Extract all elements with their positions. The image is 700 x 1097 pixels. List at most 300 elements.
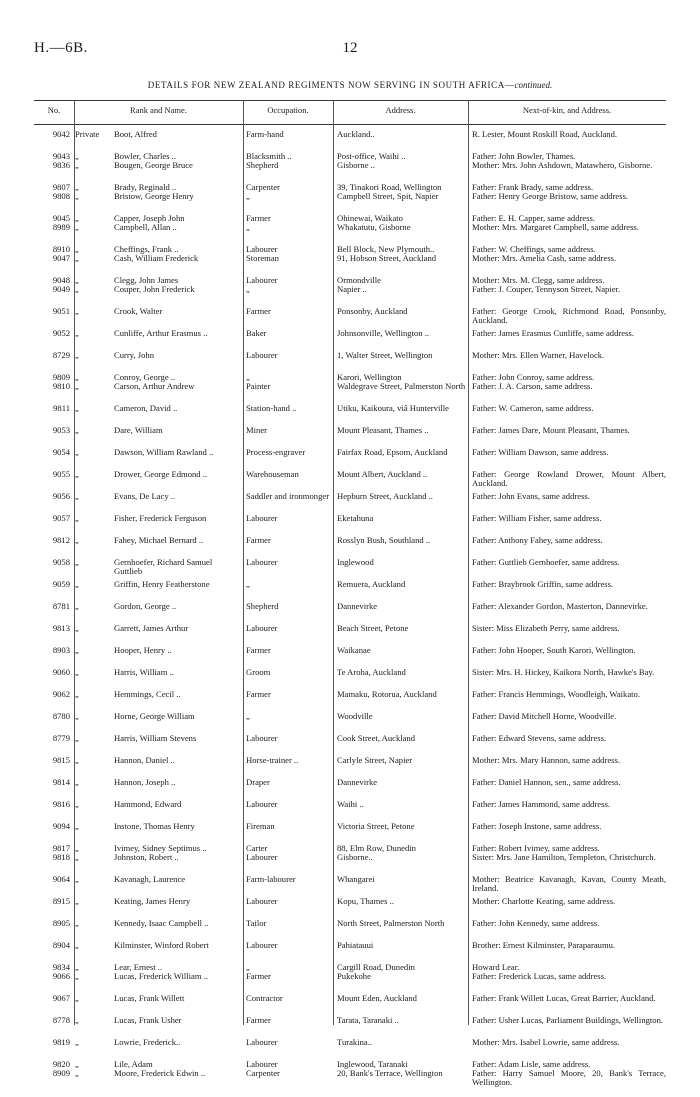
soldier-name: Kavanagh, Laurence: [114, 875, 186, 884]
address: Hepburn Street, Auckland ..: [337, 492, 433, 501]
next-of-kin: Father: W. Cheffings, same address.: [472, 244, 596, 254]
soldier-number: 9060: [52, 667, 70, 677]
table-row: [34, 1038, 666, 1060]
soldier-number: 9064: [52, 874, 70, 884]
next-of-kin: Father: Guttlieb Gernhoefer, same address.: [472, 557, 620, 567]
occupation: Groom: [246, 668, 271, 677]
next-of-kin: Father: James Erasmus Cunliffe, same address.: [472, 328, 634, 338]
table-row: [34, 580, 666, 602]
table-row: [34, 800, 666, 822]
address: Waihi ..: [337, 800, 364, 809]
soldier-name: Cunliffe, Arthur Erasmus ..: [114, 329, 208, 338]
soldier-name: Cheffings, Frank ..: [114, 245, 179, 254]
rank: „: [75, 755, 79, 765]
occupation: Baker: [246, 329, 267, 338]
soldier-number: 8780: [52, 711, 70, 721]
soldier-number: 8779: [52, 733, 70, 743]
rank: „: [75, 381, 79, 391]
address: Carlyle Street, Napier: [337, 756, 413, 765]
soldier-name: Clegg, John James: [114, 276, 179, 285]
table-row: [34, 994, 666, 1016]
address: Ormondville: [337, 276, 381, 285]
table-row: [34, 192, 666, 214]
rank: „: [75, 557, 79, 567]
next-of-kin: Father: Anthony Fahey, same address.: [472, 535, 603, 545]
rank: „: [75, 852, 79, 862]
next-of-kin: Mother: Mrs. John Ashdown, Matawhero, Gisborne.: [472, 160, 653, 170]
column-header-occupation: Occupation.: [267, 105, 309, 115]
soldier-number: 9819: [52, 1037, 70, 1047]
soldier-number: 9054: [52, 447, 70, 457]
address: Mount Pleasant, Thames ..: [337, 426, 429, 435]
address: Pukekohe: [337, 972, 371, 981]
soldier-number: 9052: [52, 328, 70, 338]
soldier-name: Keating, James Henry: [114, 897, 191, 906]
address: Woodville: [337, 712, 373, 721]
rank: „: [75, 160, 79, 170]
occupation: Carpenter: [246, 183, 280, 192]
rank: „: [75, 513, 79, 523]
occupation: „: [246, 963, 250, 972]
next-of-kin: Mother: Mrs. Isabel Lowrie, same address.: [472, 1037, 620, 1047]
table-title-text: DETAILS FOR NEW ZEALAND REGIMENTS NOW SERVING IN SOUTH AFRICA—: [147, 80, 515, 90]
rank: „: [75, 799, 79, 809]
table-row: [34, 351, 666, 373]
rank: „: [75, 1037, 79, 1047]
next-of-kin: Father: J. Couper, Tennyson Street, Napier.: [472, 284, 621, 294]
soldier-number: 8781: [52, 601, 70, 611]
table-title-continued: continued.: [514, 80, 553, 90]
next-of-kin: Father: Frederick Lucas, same address.: [472, 971, 607, 981]
table-row: [34, 329, 666, 351]
occupation: „: [246, 580, 250, 589]
table-row: [34, 382, 666, 404]
soldier-name: Fisher, Frederick Ferguson: [114, 514, 207, 523]
address: Inglewood, Taranaki: [337, 1060, 408, 1069]
occupation: Farmer: [246, 690, 271, 699]
occupation: Labourer: [246, 800, 278, 809]
soldier-name: Curry, John: [114, 351, 155, 360]
rank: „: [75, 777, 79, 787]
table-row: [34, 404, 666, 426]
next-of-kin: Father: Francis Hemmings, Woodleigh, Waikato.: [472, 689, 641, 699]
address: Waldegrave Street, Palmerston North: [337, 381, 466, 391]
next-of-kin: Mother: Mrs. Ellen Warner, Havelock.: [472, 350, 605, 360]
occupation: Labourer: [246, 276, 278, 285]
column-header-no: No.: [47, 105, 61, 115]
rank: „: [75, 645, 79, 655]
next-of-kin: Sister: Mrs. Jane Hamilton, Templeton, Christchurch.: [472, 852, 656, 862]
address: Johnsonville, Wellington ..: [337, 329, 430, 338]
soldier-number: 9094: [52, 821, 70, 831]
next-of-kin: Sister: Mrs. H. Hickey, Kaikora North, Hawke's Bay.: [472, 667, 655, 677]
occupation: Labourer: [246, 1060, 278, 1069]
rank: „: [75, 275, 79, 285]
soldier-name: Lucas, Frederick William ..: [114, 972, 208, 981]
soldier-name: Hannon, Joseph ..: [114, 778, 176, 787]
address: North Street, Palmerston North: [337, 918, 445, 928]
next-of-kin: Father: John Hooper, South Karori, Wellington.: [472, 645, 636, 655]
address: Eketahuna: [337, 514, 374, 523]
occupation: Farmer: [246, 536, 271, 545]
soldier-name: Moore, Frederick Edwin ..: [114, 1069, 206, 1078]
rank: „: [75, 667, 79, 677]
occupation: Shepherd: [246, 161, 279, 170]
soldier-name: Boot, Alfred: [114, 130, 157, 139]
next-of-kin: Father: William Fisher, same address.: [472, 513, 602, 523]
next-of-kin: Father: Frank Willett Lucas, Great Barrier, Auckland.: [472, 993, 656, 1003]
occupation: Storeman: [246, 254, 279, 263]
soldier-name: Conroy, George ..: [114, 373, 176, 382]
soldier-number: 9051: [52, 306, 70, 316]
occupation: Labourer: [246, 941, 278, 950]
next-of-kin: Father: Daniel Hannon, sen., same address.: [472, 777, 621, 787]
occupation: „: [246, 223, 250, 232]
occupation: Shepherd: [246, 602, 279, 611]
rank: „: [75, 447, 79, 457]
address: Gisborne ..: [337, 161, 375, 170]
address: Remuera, Auckland: [337, 580, 406, 589]
soldier-number: 9067: [52, 993, 70, 1003]
address: 1, Walter Street, Wellington: [337, 351, 433, 360]
table-row: [34, 307, 666, 329]
soldier-name: Johnston, Robert ..: [114, 853, 179, 862]
soldier-name: Capper, Joseph John: [114, 214, 185, 223]
address: Mount Albert, Auckland ..: [337, 470, 428, 479]
soldier-name: Kilminster, Winford Robert: [114, 941, 209, 950]
occupation: Labourer: [246, 624, 278, 633]
occupation: Horse-trainer ..: [246, 756, 299, 765]
table-row: [34, 853, 666, 875]
soldier-number: 8729: [52, 350, 70, 360]
soldier-number: 9048: [52, 275, 70, 285]
table-row: [34, 919, 666, 941]
next-of-kin: Father: Frank Brady, same address.: [472, 182, 594, 192]
next-of-kin: Father: George Crook, Richmond Road, Ponsonby, Auckland.: [472, 306, 666, 325]
address: Mamaku, Rotorua, Auckland: [337, 690, 437, 699]
address: Dannevirke: [337, 602, 378, 611]
rank: „: [75, 191, 79, 201]
soldier-name: Hammond, Edward: [114, 800, 182, 809]
soldier-name: Kennedy, Isaac Campbell ..: [114, 919, 209, 928]
rank: „: [75, 1015, 79, 1025]
occupation: Labourer: [246, 351, 278, 360]
soldier-number: 8989: [52, 222, 70, 232]
occupation: Farmer: [246, 307, 271, 316]
address: Cargill Road, Dunedin: [337, 963, 415, 972]
soldier-number: 9816: [52, 799, 70, 809]
soldier-name: Harris, William Stevens: [114, 734, 197, 743]
table-row: [34, 822, 666, 844]
rank: „: [75, 284, 79, 294]
rank: „: [75, 151, 79, 161]
rank: „: [75, 1068, 79, 1078]
next-of-kin: Father: Braybrook Griffin, same address.: [472, 579, 614, 589]
table-row: [34, 646, 666, 668]
soldier-name: Bristow, George Henry: [114, 192, 194, 201]
soldier-number: 8915: [52, 896, 70, 906]
soldier-name: Lear, Ernest ..: [114, 963, 163, 972]
table-row: [34, 254, 666, 276]
occupation: Farmer: [246, 972, 271, 981]
next-of-kin: R. Lester, Mount Roskill Road, Auckland.: [472, 129, 618, 139]
next-of-kin: Father: James Dare, Mount Pleasant, Thames.: [472, 425, 630, 435]
table-row: [34, 448, 666, 470]
next-of-kin: Father: E. H. Capper, same address.: [472, 213, 596, 223]
table-title: [0, 80, 700, 90]
soldier-name: Instone, Thomas Henry: [114, 822, 195, 831]
next-of-kin: Father: Edward Stevens, same address.: [472, 733, 607, 743]
soldier-name: Griffin, Henry Featherstone: [114, 580, 210, 589]
soldier-number: 9810: [52, 381, 70, 391]
address: Cook Street, Auckland: [337, 734, 416, 743]
address: Campbell Street, Spit, Napier: [337, 192, 439, 201]
address: Utiku, Kaikoura, viâ Hunterville: [337, 403, 449, 413]
rank: „: [75, 244, 79, 254]
rank: „: [75, 535, 79, 545]
address: 20, Bank's Terrace, Wellington: [337, 1068, 443, 1078]
occupation: Farm-labourer: [246, 875, 296, 884]
address: Te Aroha, Auckland: [337, 668, 406, 677]
occupation: Process-engraver: [246, 448, 306, 457]
occupation: Draper: [246, 778, 270, 787]
rank: „: [75, 222, 79, 232]
rank: „: [75, 843, 79, 853]
table-row: [34, 941, 666, 963]
rank: „: [75, 971, 79, 981]
occupation: Carter: [246, 844, 268, 853]
soldier-number: 9836: [52, 160, 70, 170]
page-reference: H.—6B.: [34, 40, 88, 56]
address: Fairfax Road, Epsom, Auckland: [337, 447, 448, 457]
occupation: Labourer: [246, 514, 278, 523]
enlistment-table: [34, 130, 666, 1091]
next-of-kin: Father: J. A. Carson, same address.: [472, 381, 593, 391]
occupation: „: [246, 285, 250, 294]
next-of-kin: Mother: Mrs. M. Clegg, same address.: [472, 275, 605, 285]
rank: „: [75, 689, 79, 699]
occupation: Farmer: [246, 646, 271, 655]
soldier-number: 9043: [52, 151, 70, 161]
occupation: Labourer: [246, 245, 278, 254]
soldier-number: 8905: [52, 918, 70, 928]
soldier-number: 8778: [52, 1015, 70, 1025]
page-number: 12: [342, 40, 358, 56]
soldier-number: 8904: [52, 940, 70, 950]
address: Auckland..: [337, 130, 375, 139]
next-of-kin: Mother: Mrs. Amelia Cash, same address.: [472, 253, 617, 263]
occupation: „: [246, 712, 250, 721]
next-of-kin: Howard Lear.: [472, 962, 520, 972]
occupation: Labourer: [246, 558, 278, 567]
table-row: [34, 624, 666, 646]
column-header-next-of-kin: Next-of-kin, and Address.: [522, 105, 612, 115]
address: Beach Street, Petone: [337, 624, 409, 633]
soldier-number: 8903: [52, 645, 70, 655]
occupation: Station-hand ..: [246, 404, 297, 413]
next-of-kin: Father: John Kennedy, same address.: [472, 918, 600, 928]
address: 91, Hobson Street, Auckland: [337, 254, 437, 263]
soldier-name: Lucas, Frank Willett: [114, 994, 185, 1003]
address: Gisborne..: [337, 853, 373, 862]
table-row: [34, 734, 666, 756]
soldier-name: Brady, Reginald ..: [114, 183, 177, 192]
table-row: [34, 690, 666, 712]
table-row: [34, 778, 666, 800]
soldier-number: 9815: [52, 755, 70, 765]
next-of-kin: Father: John Conroy, same address.: [472, 372, 595, 382]
occupation: Labourer: [246, 1038, 278, 1047]
table-row: [34, 756, 666, 778]
rank: „: [75, 821, 79, 831]
address: Tarata, Taranaki ..: [337, 1016, 399, 1025]
table-row: [34, 161, 666, 183]
occupation: Tailor: [246, 919, 267, 928]
address: Ohinewai, Waikato: [337, 214, 403, 223]
soldier-number: 9055: [52, 469, 70, 479]
soldier-number: 9057: [52, 513, 70, 523]
table-row: [34, 470, 666, 492]
soldier-number: 9045: [52, 213, 70, 223]
occupation: Miner: [246, 426, 268, 435]
soldier-name: Hooper, Henry ..: [114, 646, 172, 655]
address: Post-office, Waihi ..: [337, 152, 406, 161]
soldier-name: Drower, George Edmond ..: [114, 470, 208, 479]
next-of-kin: Sister: Miss Elizabeth Perry, same address.: [472, 623, 620, 633]
header-top-rule: [34, 100, 666, 101]
address: Mount Eden, Auckland: [337, 994, 417, 1003]
soldier-name: Garrett, James Arthur: [114, 624, 189, 633]
column-header-rank-name: Rank and Name.: [130, 105, 187, 115]
occupation: Labourer: [246, 853, 278, 862]
soldier-number: 9814: [52, 777, 70, 787]
rank: „: [75, 874, 79, 884]
address: Napier ..: [337, 285, 367, 294]
soldier-number: 9817: [52, 843, 70, 853]
table-row: [34, 492, 666, 514]
header-bottom-rule: [34, 124, 666, 125]
table-row: [34, 1016, 666, 1038]
soldier-name: Gordon, George ..: [114, 602, 177, 611]
next-of-kin: Father: Robert Ivimey, same address.: [472, 843, 600, 853]
soldier-name: Gernhoefer, Richard Samuel Guttlieb: [114, 557, 213, 576]
table-row: [34, 285, 666, 307]
table-row: [34, 223, 666, 245]
rank: „: [75, 328, 79, 338]
rank: „: [75, 372, 79, 382]
rank: „: [75, 918, 79, 928]
soldier-name: Carson, Arthur Andrew: [114, 382, 195, 391]
address: Turakina..: [337, 1038, 373, 1047]
soldier-number: 9812: [52, 535, 70, 545]
soldier-name: Evans, De Lacy ..: [114, 492, 176, 501]
occupation: Farmer: [246, 214, 271, 223]
next-of-kin: Mother: Mrs. Mary Hannon, same address.: [472, 755, 620, 765]
table-row: [34, 1069, 666, 1091]
next-of-kin: Father: John Bowler, Thames.: [472, 151, 576, 161]
table-row: [34, 558, 666, 580]
rank: Private: [75, 129, 100, 139]
address: Rosslyn Bush, Southland ..: [337, 536, 431, 545]
table-row: [34, 514, 666, 536]
table-row: [34, 875, 666, 897]
table-row: [34, 897, 666, 919]
address: Dannevirke: [337, 778, 378, 787]
next-of-kin: Father: James Hammond, same address.: [472, 799, 610, 809]
table-row: [34, 536, 666, 558]
next-of-kin: Father: George Rowland Drower, Mount Albert, Auckland.: [472, 469, 666, 488]
table-row: [34, 130, 666, 152]
occupation: Farm-hand: [246, 130, 284, 139]
soldier-name: Bougen, George Bruce: [114, 161, 193, 170]
soldier-name: Dawson, William Rawland ..: [114, 448, 214, 457]
address: Karori, Wellington: [337, 373, 402, 382]
rank: „: [75, 579, 79, 589]
next-of-kin: Mother: Mrs. Margaret Campbell, same address.: [472, 222, 639, 232]
soldier-number: 9809: [52, 372, 70, 382]
occupation: Contractor: [246, 994, 283, 1003]
soldier-name: Crook, Walter: [114, 307, 163, 316]
address: Whangarei: [337, 875, 375, 884]
next-of-kin: Father: Adam Lisle, same address.: [472, 1059, 591, 1069]
soldier-name: Dare, William: [114, 426, 163, 435]
address: 39, Tinakori Road, Wellington: [337, 183, 442, 192]
soldier-number: 9820: [52, 1059, 70, 1069]
next-of-kin: Brother: Ernest Kilminster, Paraparaumu.: [472, 940, 616, 950]
next-of-kin: Father: William Dawson, same address.: [472, 447, 609, 457]
soldier-number: 9056: [52, 491, 70, 501]
address: Victoria Street, Petone: [337, 822, 415, 831]
soldier-number: 8909: [52, 1068, 70, 1078]
occupation: Saddler and ironmonger: [246, 491, 330, 501]
rank: „: [75, 733, 79, 743]
soldier-number: 9042: [52, 129, 70, 139]
next-of-kin: Father: Joseph Instone, same address.: [472, 821, 602, 831]
next-of-kin: Father: Usher Lucas, Parliament Buildings, Wellington.: [472, 1015, 664, 1025]
soldier-number: 9058: [52, 557, 70, 567]
rank: „: [75, 350, 79, 360]
rank: „: [75, 896, 79, 906]
soldier-number: 9053: [52, 425, 70, 435]
soldier-number: 9049: [52, 284, 70, 294]
occupation: Fireman: [246, 822, 275, 831]
soldier-number: 9834: [52, 962, 70, 972]
table-row: [34, 602, 666, 624]
next-of-kin: Mother: Charlotte Keating, same address.: [472, 896, 616, 906]
address: Kopu, Thames ..: [337, 897, 394, 906]
soldier-number: 8910: [52, 244, 70, 254]
soldier-name: Hannon, Daniel ..: [114, 756, 175, 765]
rank: „: [75, 993, 79, 1003]
soldier-number: 9066: [52, 971, 70, 981]
occupation: Labourer: [246, 734, 278, 743]
address: Bell Block, New Plymouth..: [337, 245, 435, 254]
soldier-name: Lile, Adam: [114, 1060, 153, 1069]
address: Whakatutu, Gisborne: [337, 223, 411, 232]
next-of-kin: Father: John Evans, same address.: [472, 491, 590, 501]
next-of-kin: Father: Alexander Gordon, Masterton, Dannevirke.: [472, 601, 648, 611]
rank: „: [75, 491, 79, 501]
table-row: [34, 972, 666, 994]
soldier-number: 9818: [52, 852, 70, 862]
table-row: [34, 668, 666, 690]
soldier-name: Ivimey, Sidney Septimus ..: [114, 844, 207, 853]
rank: „: [75, 711, 79, 721]
soldier-number: 9813: [52, 623, 70, 633]
occupation: Blacksmith ..: [246, 152, 292, 161]
soldier-name: Horne, George William: [114, 712, 195, 721]
rank: „: [75, 962, 79, 972]
